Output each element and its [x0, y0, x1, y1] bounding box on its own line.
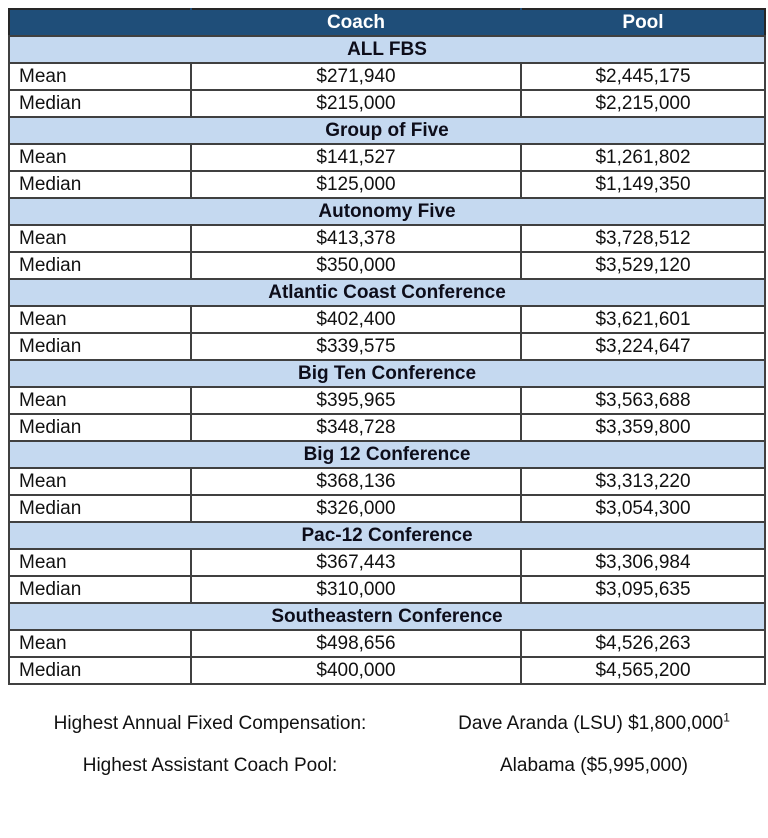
- footnote-label: Highest Annual Fixed Compensation:: [53, 713, 367, 734]
- column-header-pool: Pool: [521, 9, 765, 36]
- section-title: Southeastern Conference: [9, 603, 765, 630]
- table-row: [9, 495, 765, 522]
- pool-value: $2,445,175: [521, 63, 765, 90]
- table-row: [9, 549, 765, 576]
- footnote-value: [420, 755, 768, 777]
- table-row: [9, 144, 765, 171]
- stat-label: Median: [9, 414, 191, 441]
- stat-label: Mean: [9, 144, 191, 171]
- compensation-table: [8, 8, 766, 685]
- stat-label: Median: [9, 657, 191, 684]
- pool-value: $3,313,220: [521, 468, 765, 495]
- stat-label: Median: [9, 333, 191, 360]
- footnote-superscript: 1: [723, 710, 730, 725]
- coach-value: $413,378: [191, 225, 521, 252]
- section-header-group-of-five: [9, 117, 765, 144]
- footnote-highest-fixed-compensation: [0, 710, 768, 735]
- column-header-blank: [9, 9, 191, 36]
- column-header-coach: Coach: [191, 9, 521, 36]
- stat-label: Mean: [9, 549, 191, 576]
- stat-label: Median: [9, 495, 191, 522]
- coach-value: $141,527: [191, 144, 521, 171]
- section-header-pac-12: [9, 522, 765, 549]
- footnotes-section: [0, 710, 768, 777]
- stat-label: Mean: [9, 225, 191, 252]
- section-header-autonomy-five: [9, 198, 765, 225]
- stat-label: Median: [9, 90, 191, 117]
- section-header-big-ten: [9, 360, 765, 387]
- section-header-all-fbs: [9, 36, 765, 63]
- pool-value: $4,526,263: [521, 630, 765, 657]
- document-page: [0, 8, 768, 838]
- pool-value: $3,224,647: [521, 333, 765, 360]
- table-row: [9, 387, 765, 414]
- stat-label: Mean: [9, 468, 191, 495]
- stat-label: Median: [9, 171, 191, 198]
- coach-value: $125,000: [191, 171, 521, 198]
- table-row: [9, 171, 765, 198]
- table-row: [9, 576, 765, 603]
- coach-value: $402,400: [191, 306, 521, 333]
- coach-value: $395,965: [191, 387, 521, 414]
- pool-value: $3,563,688: [521, 387, 765, 414]
- pool-value: $3,529,120: [521, 252, 765, 279]
- stat-label: Median: [9, 576, 191, 603]
- coach-value: $310,000: [191, 576, 521, 603]
- footnote-value-text: Dave Aranda (LSU) $1,800,000: [458, 713, 724, 734]
- coach-value: $498,656: [191, 630, 521, 657]
- footnote-value-text: Alabama ($5,995,000): [499, 755, 688, 776]
- coach-value: $348,728: [191, 414, 521, 441]
- coach-value: $326,000: [191, 495, 521, 522]
- stat-label: Median: [9, 252, 191, 279]
- pool-value: $3,306,984: [521, 549, 765, 576]
- pool-value: $1,149,350: [521, 171, 765, 198]
- pool-value: $3,359,800: [521, 414, 765, 441]
- section-title: Autonomy Five: [9, 198, 765, 225]
- pool-value: $3,095,635: [521, 576, 765, 603]
- coach-value: $400,000: [191, 657, 521, 684]
- coach-value: $339,575: [191, 333, 521, 360]
- pool-value: $3,621,601: [521, 306, 765, 333]
- stat-label: Mean: [9, 630, 191, 657]
- pool-value: $4,565,200: [521, 657, 765, 684]
- pool-value: $3,054,300: [521, 495, 765, 522]
- coach-value: $367,443: [191, 549, 521, 576]
- table-row: [9, 630, 765, 657]
- table-row: [9, 657, 765, 684]
- section-header-big-12: [9, 441, 765, 468]
- section-title: Atlantic Coast Conference: [9, 279, 765, 306]
- section-title: Pac-12 Conference: [9, 522, 765, 549]
- section-header-acc: [9, 279, 765, 306]
- table-row: [9, 333, 765, 360]
- stat-label: Mean: [9, 63, 191, 90]
- table-row: [9, 468, 765, 495]
- coach-value: $271,940: [191, 63, 521, 90]
- table-row: [9, 63, 765, 90]
- section-header-sec: [9, 603, 765, 630]
- pool-value: $1,261,802: [521, 144, 765, 171]
- section-title: Big Ten Conference: [9, 360, 765, 387]
- table-header-row: [9, 9, 765, 36]
- coach-value: $350,000: [191, 252, 521, 279]
- coach-value: $215,000: [191, 90, 521, 117]
- table-row: [9, 90, 765, 117]
- section-title: ALL FBS: [9, 36, 765, 63]
- footnote-value: [420, 710, 768, 735]
- footnote-label: Highest Assistant Coach Pool:: [82, 755, 338, 776]
- table-row: [9, 414, 765, 441]
- section-title: Big 12 Conference: [9, 441, 765, 468]
- table-row: [9, 252, 765, 279]
- pool-value: $2,215,000: [521, 90, 765, 117]
- section-title: Group of Five: [9, 117, 765, 144]
- pool-value: $3,728,512: [521, 225, 765, 252]
- coach-value: $368,136: [191, 468, 521, 495]
- table-row: [9, 306, 765, 333]
- stat-label: Mean: [9, 306, 191, 333]
- stat-label: Mean: [9, 387, 191, 414]
- table-row: [9, 225, 765, 252]
- footnote-highest-assistant-pool: [0, 755, 768, 777]
